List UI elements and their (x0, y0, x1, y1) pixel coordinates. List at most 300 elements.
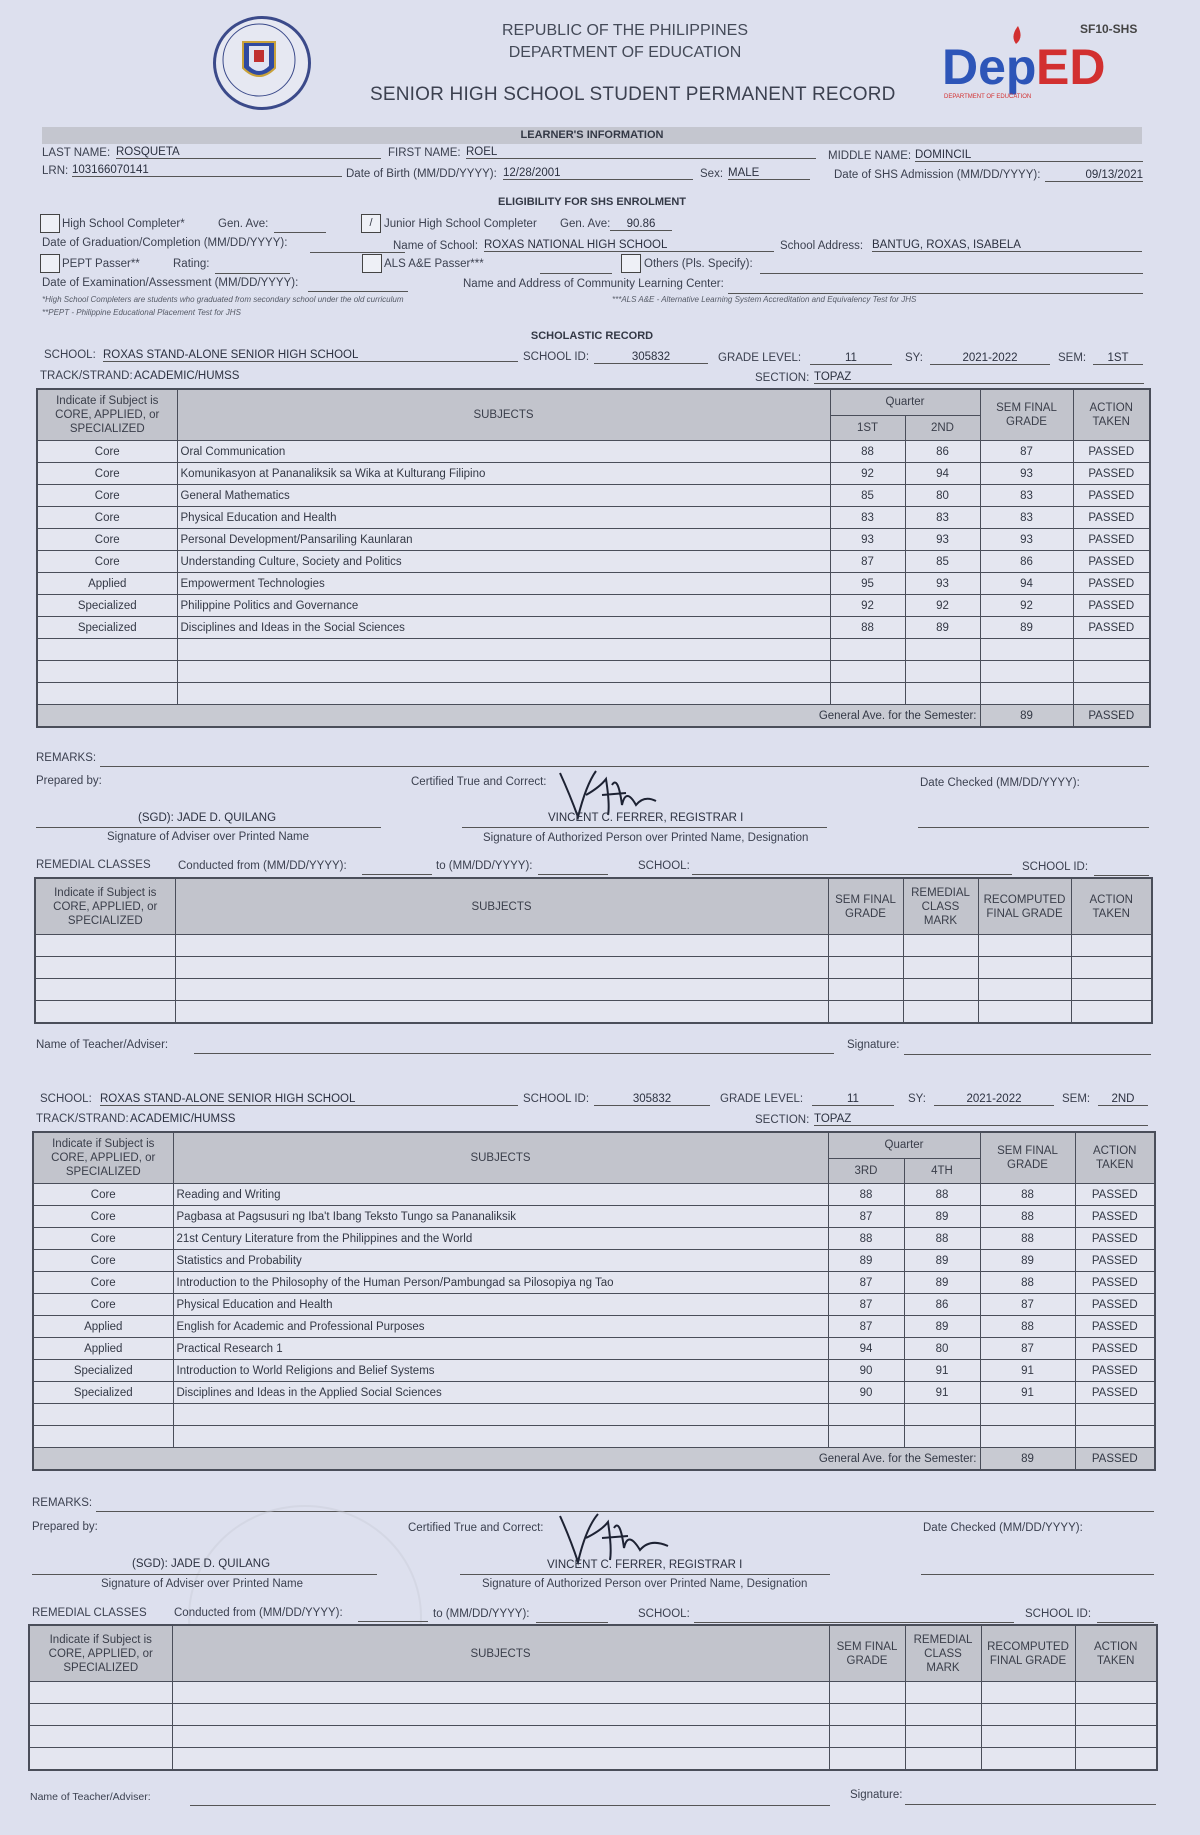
quarter-grade-b: 89 (904, 1250, 980, 1272)
sem-final-grade: 89 (980, 1250, 1075, 1272)
hs-completer-checkbox[interactable] (40, 214, 60, 233)
quarter-grade-a: 90 (828, 1360, 904, 1382)
rem1-from-line (362, 862, 432, 875)
rem1-action-header: ACTION TAKEN (1071, 878, 1152, 935)
quarter-grade-a (828, 1404, 904, 1426)
clc-line (728, 281, 1143, 294)
quarter-grade-b (905, 639, 980, 661)
lrn-value: 103166070141 (72, 164, 342, 177)
action-taken (1075, 1426, 1155, 1448)
sem1-grade-level-label: GRADE LEVEL: (718, 352, 802, 364)
quarter-grade-a: 87 (828, 1272, 904, 1294)
rem1-signature-line (904, 1042, 1151, 1055)
rem1-recomputed-header: RECOMPUTED FINAL GRADE (978, 878, 1071, 935)
quarter-grade-a: 85 (830, 485, 905, 507)
rem1-school-id-label: SCHOOL ID: (1022, 861, 1089, 873)
sex-label: Sex: (700, 168, 724, 180)
subject-type (37, 661, 177, 683)
quarter-grade-a: 87 (828, 1316, 904, 1338)
sem-final-grade (980, 683, 1073, 705)
sem2-registrar-sigline (460, 1574, 830, 1575)
general-average-row (37, 705, 1150, 728)
sem1-grade-level-value: 11 (810, 352, 892, 365)
school-name-label: Name of School: (393, 240, 479, 252)
eligibility-title: ELIGIBILITY FOR SHS ENROLMENT (497, 196, 687, 208)
sem2-certified-label: Certified True and Correct: (408, 1522, 544, 1534)
first-name-label: FIRST NAME: (388, 147, 461, 159)
action-taken: PASSED (1075, 1316, 1155, 1338)
sem1-registrar-sigline (462, 827, 827, 828)
subject-type: Applied (33, 1338, 173, 1360)
sem2-adviser-caption: Signature of Adviser over Printed Name (101, 1578, 303, 1590)
rem1-row (35, 957, 1152, 979)
sem1-quarter-header: Quarter (830, 389, 980, 415)
subject-name: English for Academic and Professional Purposes (173, 1316, 828, 1338)
school-address-label: School Address: (780, 240, 864, 252)
quarter-grade-b: 80 (905, 485, 980, 507)
subject-type: Specialized (33, 1382, 173, 1404)
sem-final-grade (980, 639, 1073, 661)
sem-final-grade: 93 (980, 463, 1073, 485)
subject-name: Empowerment Technologies (177, 573, 830, 595)
deped-logo (940, 22, 1110, 102)
rem2-recomputed-header: RECOMPUTED FINAL GRADE (981, 1625, 1075, 1682)
als-label: ALS A&E Passer*** (384, 258, 484, 270)
sem2-table-body (33, 1184, 1155, 1471)
exam-date-label: Date of Examination/Assessment (MM/DD/YYYY): (42, 277, 299, 289)
admission-label: Date of SHS Admission (MM/DD/YYYY): (834, 169, 1041, 181)
sem2-date-checked-label: Date Checked (MM/DD/YYYY): (923, 1522, 1083, 1534)
action-taken: PASSED (1073, 551, 1150, 573)
sem2-grade-level-value: 11 (812, 1093, 894, 1106)
sem2-section-label: SECTION: (755, 1114, 810, 1126)
action-taken: PASSED (1073, 441, 1150, 463)
pept-label: PEPT Passer** (62, 258, 140, 270)
sem1-table-body (37, 441, 1150, 728)
action-taken: PASSED (1073, 507, 1150, 529)
rem1-from-label: Conducted from (MM/DD/YYYY): (178, 860, 347, 872)
middle-name-label: MIDDLE NAME: (828, 150, 912, 162)
scholastic-title: SCHOLASTIC RECORD (530, 330, 654, 342)
grade-row (33, 1382, 1155, 1404)
action-taken: PASSED (1075, 1206, 1155, 1228)
sem-final-grade: 86 (980, 551, 1073, 573)
sem1-grades-table (36, 388, 1151, 728)
rating-label: Rating: (173, 258, 210, 270)
logo-text-dep: Dep (942, 39, 1037, 95)
rem2-row (29, 1748, 1157, 1771)
subject-type: Core (37, 551, 177, 573)
action-taken: PASSED (1075, 1338, 1155, 1360)
action-taken: PASSED (1075, 1228, 1155, 1250)
rem2-row (29, 1704, 1157, 1726)
grade-row (37, 595, 1150, 617)
sem1-q2-header: 2ND (905, 415, 980, 441)
sem2-q1-header: 3RD (828, 1158, 904, 1184)
action-taken: PASSED (1075, 1382, 1155, 1404)
grade-row (33, 1426, 1155, 1448)
quarter-grade-b: 93 (905, 573, 980, 595)
others-checkbox[interactable] (621, 254, 641, 273)
grade-row (37, 463, 1150, 485)
grade-row (37, 617, 1150, 639)
quarter-grade-a: 88 (828, 1184, 904, 1206)
sem2-grade-level-label: GRADE LEVEL: (720, 1093, 804, 1105)
rem2-school-id-label: SCHOOL ID: (1025, 1608, 1092, 1620)
sem1-date-checked-line (918, 827, 1149, 828)
action-taken (1073, 683, 1150, 705)
sem-final-grade: 88 (980, 1272, 1075, 1294)
sem2-type-header: Indicate if Subject is CORE, APPLIED, or SPECIALIZED (33, 1132, 173, 1184)
jhs-completer-label: Junior High School Completer (384, 218, 537, 230)
rem2-signature-label: Signature: (850, 1789, 903, 1801)
subject-name: Introduction to the Philosophy of the Human Person/Pambungad sa Pilosopiya ng Tao (173, 1272, 828, 1294)
sem1-subjects-header: SUBJECTS (177, 389, 830, 441)
deped-seal-icon (213, 16, 311, 110)
rem2-class-mark-header: REMEDIAL CLASS MARK (905, 1625, 981, 1682)
sem1-certified-label: Certified True and Correct: (411, 776, 547, 788)
sem1-section-label: SECTION: (755, 372, 810, 384)
subject-name: Understanding Culture, Society and Politics (177, 551, 830, 573)
quarter-grade-b: 89 (904, 1206, 980, 1228)
rem1-row (35, 979, 1152, 1001)
rem1-school-line (692, 862, 1012, 875)
grade-row (37, 441, 1150, 463)
jhs-gen-ave-value: 90.86 (610, 218, 672, 231)
quarter-grade-a (828, 1426, 904, 1448)
lrn-label: LRN: (42, 165, 69, 177)
subject-name (173, 1404, 828, 1426)
sem1-date-checked-label: Date Checked (MM/DD/YYYY): (920, 777, 1080, 789)
sem-final-grade: 91 (980, 1382, 1075, 1404)
subject-name: Introduction to World Religions and Belief Systems (173, 1360, 828, 1382)
sem-final-grade: 93 (980, 529, 1073, 551)
subject-type: Specialized (37, 595, 177, 617)
action-taken: PASSED (1073, 595, 1150, 617)
rem2-type-header: Indicate if Subject is CORE, APPLIED, or SPECIALIZED (29, 1625, 172, 1682)
sem2-remarks-label: REMARKS: (32, 1497, 93, 1509)
grade-row (37, 573, 1150, 595)
quarter-grade-b: 80 (904, 1338, 980, 1360)
grade-row (33, 1404, 1155, 1426)
quarter-grade-a: 87 (828, 1206, 904, 1228)
note-hs-completer: *High School Completers are students who graduated from secondary school under the old curriculum (42, 295, 404, 304)
subject-type: Specialized (37, 617, 177, 639)
sem1-school-value: ROXAS STAND-ALONE SENIOR HIGH SCHOOL (103, 349, 518, 362)
sem2-section-value: TOPAZ (814, 1113, 1148, 1126)
subject-type: Core (33, 1294, 173, 1316)
action-taken: PASSED (1075, 1294, 1155, 1316)
quarter-grade-a: 92 (830, 595, 905, 617)
sem2-adviser-sigline (32, 1574, 377, 1575)
admission-value: 09/13/2021 (1045, 169, 1143, 182)
rem1-to-line (538, 862, 608, 875)
pept-checkbox[interactable] (40, 254, 60, 273)
sem1-track-label: TRACK/STRAND: (40, 370, 133, 382)
grade-row (33, 1206, 1155, 1228)
sem2-sy-label: SY: (908, 1093, 926, 1105)
sem2-adviser-name: (SGD): JADE D. QUILANG (132, 1558, 271, 1570)
quarter-grade-b: 88 (904, 1228, 980, 1250)
quarter-grade-a: 94 (828, 1338, 904, 1360)
sem1-track-value: ACADEMIC/HUMSS (134, 370, 240, 382)
quarter-grade-a: 87 (828, 1294, 904, 1316)
rem2-teacher-label: Name of Teacher/Adviser: (30, 1791, 151, 1803)
sem1-sy-label: SY: (905, 352, 923, 364)
general-average-value: 89 (980, 705, 1073, 728)
subject-type: Core (33, 1184, 173, 1206)
quarter-grade-b (905, 661, 980, 683)
grade-row (37, 661, 1150, 683)
hs-gen-ave-label: Gen. Ave: (218, 218, 269, 230)
logo-text-ed: ED (1036, 39, 1106, 95)
subject-type: Applied (37, 573, 177, 595)
subject-name: Disciplines and Ideas in the Social Sciences (177, 617, 830, 639)
sem2-date-checked-line (921, 1574, 1154, 1575)
quarter-grade-b: 85 (905, 551, 980, 573)
quarter-grade-a: 90 (828, 1382, 904, 1404)
rem2-signature-line (905, 1792, 1156, 1805)
sem2-sem-value: 2ND (1098, 1093, 1148, 1106)
sem-final-grade: 94 (980, 573, 1073, 595)
subject-name: Komunikasyon at Pananaliksik sa Wika at Kulturang Filipino (177, 463, 830, 485)
sem2-track-value: ACADEMIC/HUMSS (130, 1113, 236, 1125)
sex-value: MALE (728, 167, 810, 180)
school-address-value: BANTUG, ROXAS, ISABELA (872, 239, 1142, 252)
jhs-completer-checkbox[interactable]: / (361, 214, 381, 233)
sem2-registrar-caption: Signature of Authorized Person over Printed Name, Designation (482, 1578, 808, 1590)
grade-row (33, 1360, 1155, 1382)
sem2-prepared-label: Prepared by: (32, 1521, 98, 1533)
others-line (760, 261, 1143, 274)
rem2-label: REMEDIAL CLASSES (32, 1607, 147, 1619)
page-title: SENIOR HIGH SCHOOL STUDENT PERMANENT RECORD (370, 84, 896, 105)
action-taken: PASSED (1073, 617, 1150, 639)
rem2-teacher-line (190, 1793, 830, 1806)
quarter-grade-b: 93 (905, 529, 980, 551)
subject-type (37, 683, 177, 705)
subject-type: Core (37, 507, 177, 529)
action-taken: PASSED (1075, 1250, 1155, 1272)
action-taken: PASSED (1073, 573, 1150, 595)
grade-row (33, 1184, 1155, 1206)
subject-type: Core (37, 463, 177, 485)
subject-name: Philippine Politics and Governance (177, 595, 830, 617)
department-line: DEPARTMENT OF EDUCATION (508, 44, 742, 61)
rem1-class-mark-header: REMEDIAL CLASS MARK (903, 878, 978, 935)
general-average-action: PASSED (1075, 1448, 1155, 1471)
rem2-row (29, 1682, 1157, 1704)
rem2-final-header: SEM FINAL GRADE (829, 1625, 905, 1682)
sem1-sy-value: 2021-2022 (930, 352, 1050, 365)
sem2-school-id-value: 305832 (594, 1093, 710, 1106)
subject-name (177, 639, 830, 661)
sem-final-grade: 87 (980, 1338, 1075, 1360)
action-taken: PASSED (1075, 1360, 1155, 1382)
subject-name: General Mathematics (177, 485, 830, 507)
grade-row (33, 1250, 1155, 1272)
grade-row (33, 1316, 1155, 1338)
sem2-subjects-header: SUBJECTS (173, 1132, 828, 1184)
quarter-grade-a (830, 661, 905, 683)
rem2-school-line (694, 1610, 1014, 1623)
sem2-quarter-header: Quarter (828, 1132, 980, 1158)
grad-date-label: Date of Graduation/Completion (MM/DD/YYYY): (42, 237, 288, 249)
rem2-school-id-line (1097, 1610, 1154, 1623)
sem2-school-id-label: SCHOOL ID: (523, 1093, 590, 1105)
quarter-grade-b: 91 (904, 1360, 980, 1382)
subject-name (173, 1426, 828, 1448)
rem2-to-label: to (MM/DD/YYYY): (433, 1608, 530, 1620)
logo-subtext: DEPARTMENT OF EDUCATION (944, 94, 1032, 100)
learner-info-title: LEARNER'S INFORMATION (520, 129, 664, 141)
subject-type: Specialized (33, 1360, 173, 1382)
quarter-grade-a: 88 (828, 1228, 904, 1250)
sem1-sem-value: 1ST (1093, 352, 1143, 365)
rem1-to-label: to (MM/DD/YYYY): (436, 860, 533, 872)
action-taken (1073, 639, 1150, 661)
subject-type (33, 1404, 173, 1426)
republic-line: REPUBLIC OF THE PHILIPPINES (502, 22, 748, 39)
sem-final-grade: 87 (980, 441, 1073, 463)
rem2-school-label: SCHOOL: (638, 1608, 690, 1620)
sem2-registrar-name: VINCENT C. FERRER, REGISTRAR I (547, 1559, 743, 1571)
first-name-value: ROEL (466, 146, 816, 159)
sem-final-grade: 83 (980, 507, 1073, 529)
rem1-row (35, 1001, 1152, 1024)
rem2-from-line (358, 1609, 428, 1622)
sem1-adviser-sigline (36, 827, 381, 828)
rem1-final-header: SEM FINAL GRADE (828, 878, 903, 935)
sem-final-grade (980, 661, 1073, 683)
sem-final-grade: 87 (980, 1294, 1075, 1316)
subject-name: Practical Research 1 (173, 1338, 828, 1360)
general-average-action: PASSED (1073, 705, 1150, 728)
exam-date-line (308, 279, 408, 292)
subject-name: Reading and Writing (173, 1184, 828, 1206)
sem2-school-label: SCHOOL: (40, 1093, 92, 1105)
sem1-section-value: TOPAZ (814, 371, 1144, 384)
sem-final-grade: 88 (980, 1228, 1075, 1250)
last-name-label: LAST NAME: (42, 147, 111, 159)
form-code: SF10-SHS (1080, 22, 1138, 36)
quarter-grade-b: 92 (905, 595, 980, 617)
grade-row (37, 551, 1150, 573)
general-average-row (33, 1448, 1155, 1471)
last-name-value: ROSQUETA (116, 146, 381, 159)
clc-label: Name and Address of Community Learning Center: (463, 278, 724, 290)
subject-name: Pagbasa at Pagsusuri ng Iba't Ibang Teksto Tungo sa Pananaliksik (173, 1206, 828, 1228)
rem2-subjects-header: SUBJECTS (172, 1625, 829, 1682)
sem1-registrar-name: VINCENT C. FERRER, REGISTRAR I (548, 812, 744, 824)
quarter-grade-b: 86 (905, 441, 980, 463)
action-taken: PASSED (1075, 1272, 1155, 1294)
sem-final-grade: 91 (980, 1360, 1075, 1382)
quarter-grade-a: 89 (828, 1250, 904, 1272)
rem1-subjects-header: SUBJECTS (175, 878, 828, 935)
subject-type: Core (33, 1228, 173, 1250)
school-name-value: ROXAS NATIONAL HIGH SCHOOL (484, 239, 774, 252)
grad-date-line (310, 240, 405, 253)
middle-name-value: DOMINCIL (915, 149, 1143, 162)
jhs-gen-ave-label: Gen. Ave: (560, 218, 611, 230)
sem2-action-header: ACTION TAKEN (1075, 1132, 1155, 1184)
action-taken: PASSED (1073, 529, 1150, 551)
rem1-teacher-label: Name of Teacher/Adviser: (36, 1039, 169, 1051)
hs-completer-label: High School Completer* (62, 218, 185, 230)
quarter-grade-b: 89 (905, 617, 980, 639)
sem-final-grade: 88 (980, 1184, 1075, 1206)
als-line (540, 261, 612, 274)
rem1-school-label: SCHOOL: (638, 860, 690, 872)
rem1-table (34, 877, 1153, 1024)
sem1-adviser-caption: Signature of Adviser over Printed Name (107, 831, 309, 843)
subject-type: Core (33, 1206, 173, 1228)
sem2-track-label: TRACK/STRAND: (36, 1113, 129, 1125)
quarter-grade-b: 89 (904, 1272, 980, 1294)
quarter-grade-a: 95 (830, 573, 905, 595)
rem1-type-header: Indicate if Subject is CORE, APPLIED, or SPECIALIZED (35, 878, 175, 935)
sem1-q1-header: 1ST (830, 415, 905, 441)
sem-final-grade: 89 (980, 617, 1073, 639)
quarter-grade-b (904, 1426, 980, 1448)
subject-name: Personal Development/Pansariling Kaunlaran (177, 529, 830, 551)
sem1-final-header: SEM FINAL GRADE (980, 389, 1073, 441)
als-checkbox[interactable] (362, 254, 382, 273)
quarter-grade-b: 89 (904, 1316, 980, 1338)
subject-name: Disciplines and Ideas in the Applied Social Sciences (173, 1382, 828, 1404)
grade-row (37, 639, 1150, 661)
grade-row (37, 507, 1150, 529)
sem2-school-value: ROXAS STAND-ALONE SENIOR HIGH SCHOOL (100, 1093, 518, 1106)
sem1-sem-label: SEM: (1058, 352, 1087, 364)
subject-type: Core (37, 529, 177, 551)
action-taken: PASSED (1073, 463, 1150, 485)
action-taken (1073, 661, 1150, 683)
grade-row (33, 1228, 1155, 1250)
general-average-value: 89 (980, 1448, 1075, 1471)
rem2-row (29, 1726, 1157, 1748)
sem1-action-header: ACTION TAKEN (1073, 389, 1150, 441)
subject-name: Physical Education and Health (173, 1294, 828, 1316)
subject-name: Oral Communication (177, 441, 830, 463)
quarter-grade-b: 88 (904, 1184, 980, 1206)
hs-gen-ave-line (274, 220, 326, 233)
sem1-adviser-name: (SGD): JADE D. QUILANG (138, 812, 277, 824)
sem-final-grade (980, 1426, 1075, 1448)
general-average-label: General Ave. for the Semester: (33, 1448, 980, 1471)
sem-final-grade: 92 (980, 595, 1073, 617)
sem-final-grade: 88 (980, 1206, 1075, 1228)
quarter-grade-b (905, 683, 980, 705)
subject-type (37, 639, 177, 661)
grade-row (37, 683, 1150, 705)
grade-row (33, 1272, 1155, 1294)
rem2-table (28, 1624, 1158, 1771)
sem-final-grade: 88 (980, 1316, 1075, 1338)
others-label: Others (Pls. Specify): (644, 258, 753, 270)
quarter-grade-a: 83 (830, 507, 905, 529)
sem-final-grade: 83 (980, 485, 1073, 507)
quarter-grade-a (830, 683, 905, 705)
quarter-grade-a: 92 (830, 463, 905, 485)
subject-name: Physical Education and Health (177, 507, 830, 529)
action-taken: PASSED (1075, 1184, 1155, 1206)
sem2-grades-table (32, 1131, 1156, 1471)
rem1-row (35, 935, 1152, 957)
sem1-type-header: Indicate if Subject is CORE, APPLIED, or SPECIALIZED (37, 389, 177, 441)
grade-row (33, 1338, 1155, 1360)
